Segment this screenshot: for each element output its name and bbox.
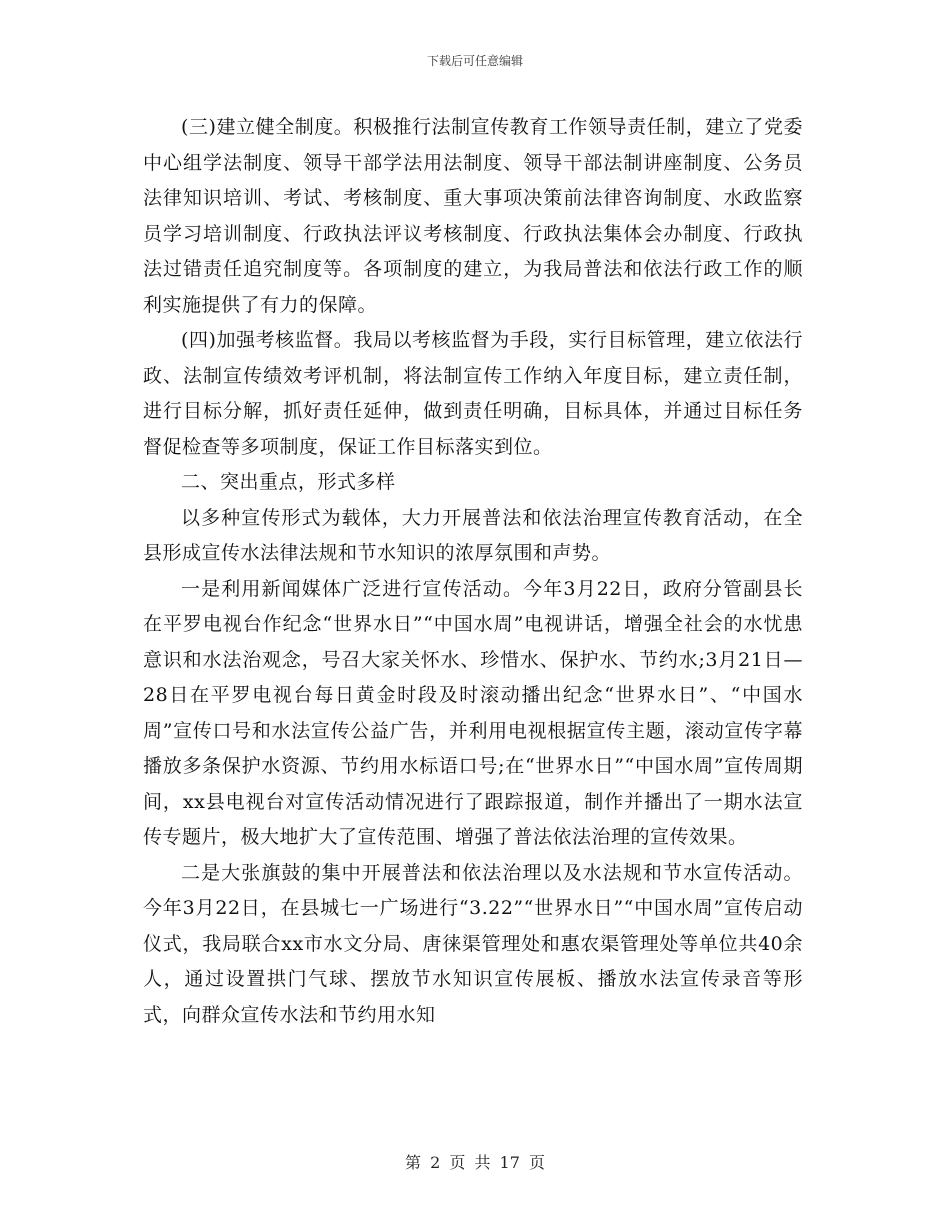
- paragraph-intro-propaganda: 以多种宣传形式为载体，大力开展普法和依法治理宣传教育活动，在全县形成宣传水法律法规和节水知识的浓厚氛围和声势。: [143, 506, 803, 564]
- section-heading-two: 二、突出重点，形式多样: [181, 471, 396, 493]
- page-number-footer: 第 2 页 共 17 页: [405, 1153, 545, 1172]
- paragraph-assessment-supervision: (四)加强考核监督。我局以考核监督为手段，实行目标管理，建立依法行政、法制宣传绩效考评机制，将法制宣传工作纳入年度目标，建立责任制，进行目标分解，抓好责任延伸，做到责任明确，目标具体，并通过目标任务督促检查等多项制度，保证工作目标落实到位。: [143, 329, 803, 458]
- page-header: 下载后可任意编辑: [426, 54, 523, 68]
- paragraph-centralized-activities: 二是大张旗鼓的集中开展普法和依法治理以及水法规和节水宣传活动。今年3月22日，在县城七一广场进行“3.22”“世界水日”“中国水周”宣传启动仪式，我局联合xx市水文分局、唐徕渠管理处和惠农渠管理处等单位共40余人，通过设置拱门气球、摆放节水知识宣传展板、播放水法宣传录音等形式，向群众宣传水法和节约用水知: [143, 861, 803, 1026]
- paragraph-news-media: 一是利用新闻媒体广泛进行宣传活动。今年3月22日，政府分管副县长在平罗电视台作纪念“世界水日”“中国水周”电视讲话，增强全社会的水忧患意识和水法治观念，号召大家关怀水、珍惜水、保护水、节约水;3月21日—28日在平罗电视台每日黄金时段及时滚动播出纪念“世界水日”、“中国水周”宣传口号和水法宣传公益广告，并利用电视根据宣传主题，滚动宣传字幕播放多条保护水资源、节约用水标语口号;在“世界水日”“中国水周”宣传周期间，xx县电视台对宣传活动情况进行了跟踪报道，制作并播出了一期水法宣传专题片，极大地扩大了宣传范围、增强了普法依法治理的宣传效果。: [143, 577, 803, 848]
- paragraph-institution-building: (三)建立健全制度。积极推行法制宣传教育工作领导责任制，建立了党委中心组学法制度、领导干部学法用法制度、领导干部法制讲座制度、公务员法律知识培训、考试、考核制度、重大事项决策前法律咨询制度、水政监察员学习培训制度、行政执法评议考核制度、行政执法集体会办制度、行政执法过错责任追究制度等。各项制度的建立，为我局普法和依法行政工作的顺利实施提供了有力的保障。: [143, 116, 803, 316]
- document-body: [143, 110, 803, 1033]
